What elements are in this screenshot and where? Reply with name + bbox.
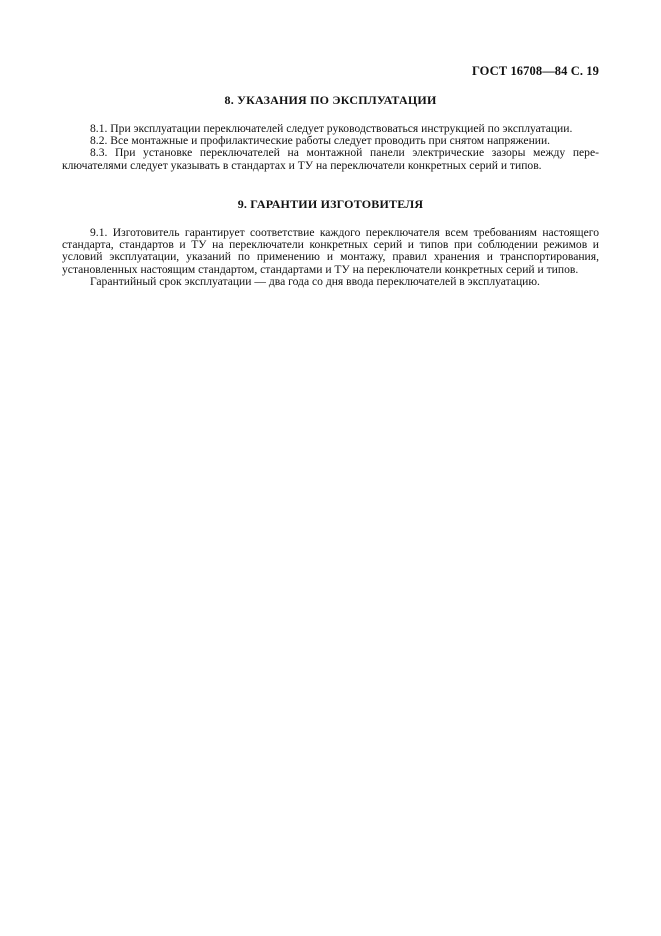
section-8: [62, 93, 599, 172]
paragraph-8-1: 8.1. При эксплуатации переключателей следует руководствоваться инструкцией по эксплуатации.: [90, 122, 573, 135]
page-header-code: ГОСТ 16708—84 С. 19: [471, 64, 599, 78]
paragraph-8-2: 8.2. Все монтажные и профилактические работы следует проводить при снятом напряжении.: [90, 134, 551, 148]
section-9: [62, 197, 599, 288]
paragraph-9-1: 9.1. Изготовитель гарантирует соответствие каждого переключателя всем требованиям настоящего стандарта, стандартов и ТУ на переключатели конкретных серий и типов при соблюдении режимов и условий эксплуатации, указаний по применению и монтажу, правил хранения и транспортирования, установленных настоящим стандартом, стандартами и ТУ на переключатели конкретных серий и типов.: [62, 226, 599, 276]
section-9-heading: 9. ГАРАНТИИ ИЗГОТОВИТЕЛЯ: [237, 197, 424, 211]
paragraph-8-3: 8.3. При установке переключателей на монтажной панели электрические зазоры между переключателями следует указывать в стандартах и ТУ на переключатели конкретных серий и типов.: [62, 146, 599, 172]
section-8-heading: 8. УКАЗАНИЯ ПО ЭКСПЛУАТАЦИИ: [224, 93, 437, 107]
paragraph-warranty-period: Гарантийный срок эксплуатации — два года со дня ввода переключателей в эксплуатацию.: [90, 274, 540, 288]
